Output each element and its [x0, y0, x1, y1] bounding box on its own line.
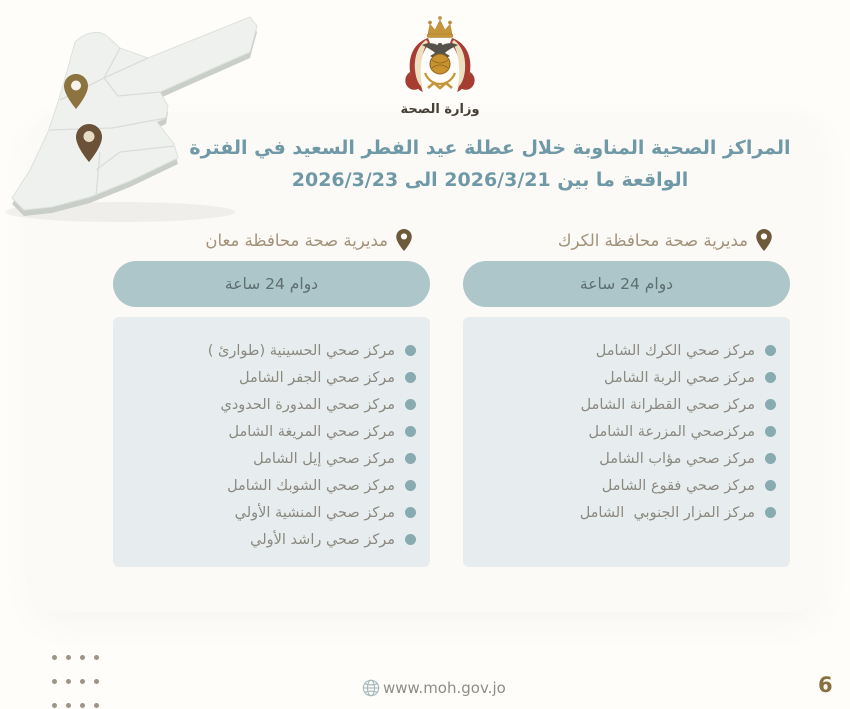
center-item: [123, 499, 416, 526]
center-name: مركز صحي المنشية الأولي: [234, 504, 395, 521]
title-line-2: الواقعة ما بين 2026/3/21 الى 2026/3/23: [291, 169, 689, 191]
center-name: مركز صحي المريغة الشامل: [228, 423, 395, 440]
bullet-dot-icon: [765, 399, 776, 410]
page-number: 6: [818, 673, 833, 697]
center-name: مركز صحي راشد الأولي: [250, 531, 395, 548]
centers-list: [113, 317, 430, 567]
center-item: [473, 499, 776, 526]
center-item: [123, 418, 416, 445]
bullet-dot-icon: [405, 507, 416, 518]
centers-list: [463, 317, 790, 567]
center-name: مركز صحي المدورة الحدودي: [220, 396, 395, 413]
bullet-dot-icon: [405, 453, 416, 464]
center-item: [123, 364, 416, 391]
duty-hours-badge: دوام 24 ساعة: [113, 261, 430, 307]
bullet-dot-icon: [765, 453, 776, 464]
ministry-name-calligraphy: وزارة الصحة: [400, 102, 480, 117]
center-name: مركز المزار الجنوبي الشامل: [579, 504, 755, 521]
footer-website: [362, 679, 506, 697]
directorate-header: [463, 225, 790, 255]
duty-hours-badge: دوام 24 ساعة: [463, 261, 790, 307]
center-name: مركز صحي الربة الشامل: [603, 369, 755, 386]
coat-of-arms-icon: [390, 12, 490, 96]
center-name: مركز صحي الكرك الشامل: [595, 342, 755, 359]
center-item: [473, 472, 776, 499]
moh-logo: [388, 12, 492, 117]
center-item: [123, 445, 416, 472]
location-pin-icon: [756, 229, 772, 251]
bullet-dot-icon: [405, 426, 416, 437]
center-item: [123, 472, 416, 499]
center-item: [473, 364, 776, 391]
center-item: [473, 337, 776, 364]
center-item: [473, 391, 776, 418]
center-name: مركز صحي إيل الشامل: [253, 450, 395, 467]
center-name: مركز صحي الجفر الشامل: [239, 369, 395, 386]
center-name: مركز صحي الشوبك الشامل: [227, 477, 395, 494]
center-item: [123, 526, 416, 553]
bullet-dot-icon: [405, 480, 416, 491]
location-pin-icon: [396, 229, 412, 251]
center-name: مركز صحي الحسينية (طوارئ ): [207, 342, 395, 359]
center-name: مركز صحي فقوع الشامل: [601, 477, 755, 494]
jordan-map-graphic: [0, 0, 270, 230]
bullet-dot-icon: [765, 345, 776, 356]
center-name: مركزصحي المزرعة الشامل: [588, 423, 755, 440]
center-item: [473, 418, 776, 445]
bullet-dot-icon: [765, 480, 776, 491]
center-name: مركز صحي مؤاب الشامل: [599, 450, 755, 467]
title-line-1: المراكز الصحية المناوبة خلال عطلة عيد الفطر السعيد في الفترة: [189, 137, 791, 159]
center-item: [123, 391, 416, 418]
section-maan: [113, 225, 430, 567]
bullet-dot-icon: [765, 507, 776, 518]
bullet-dot-icon: [765, 372, 776, 383]
directorate-name: مديرية صحة محافظة الكرك: [557, 230, 748, 250]
directorate-name: مديرية صحة محافظة معان: [205, 230, 388, 250]
globe-icon: [362, 679, 380, 697]
center-name: مركز صحي القطرانة الشامل: [580, 396, 755, 413]
center-item: [123, 337, 416, 364]
section-karak: [463, 225, 790, 567]
bullet-dot-icon: [405, 372, 416, 383]
jordan-map: [0, 0, 270, 230]
center-item: [473, 445, 776, 472]
website-url: www.moh.gov.jo: [383, 679, 506, 697]
dots-pattern-decoration: [52, 655, 99, 708]
bullet-dot-icon: [765, 426, 776, 437]
bullet-dot-icon: [405, 399, 416, 410]
bullet-dot-icon: [405, 345, 416, 356]
bullet-dot-icon: [405, 534, 416, 545]
